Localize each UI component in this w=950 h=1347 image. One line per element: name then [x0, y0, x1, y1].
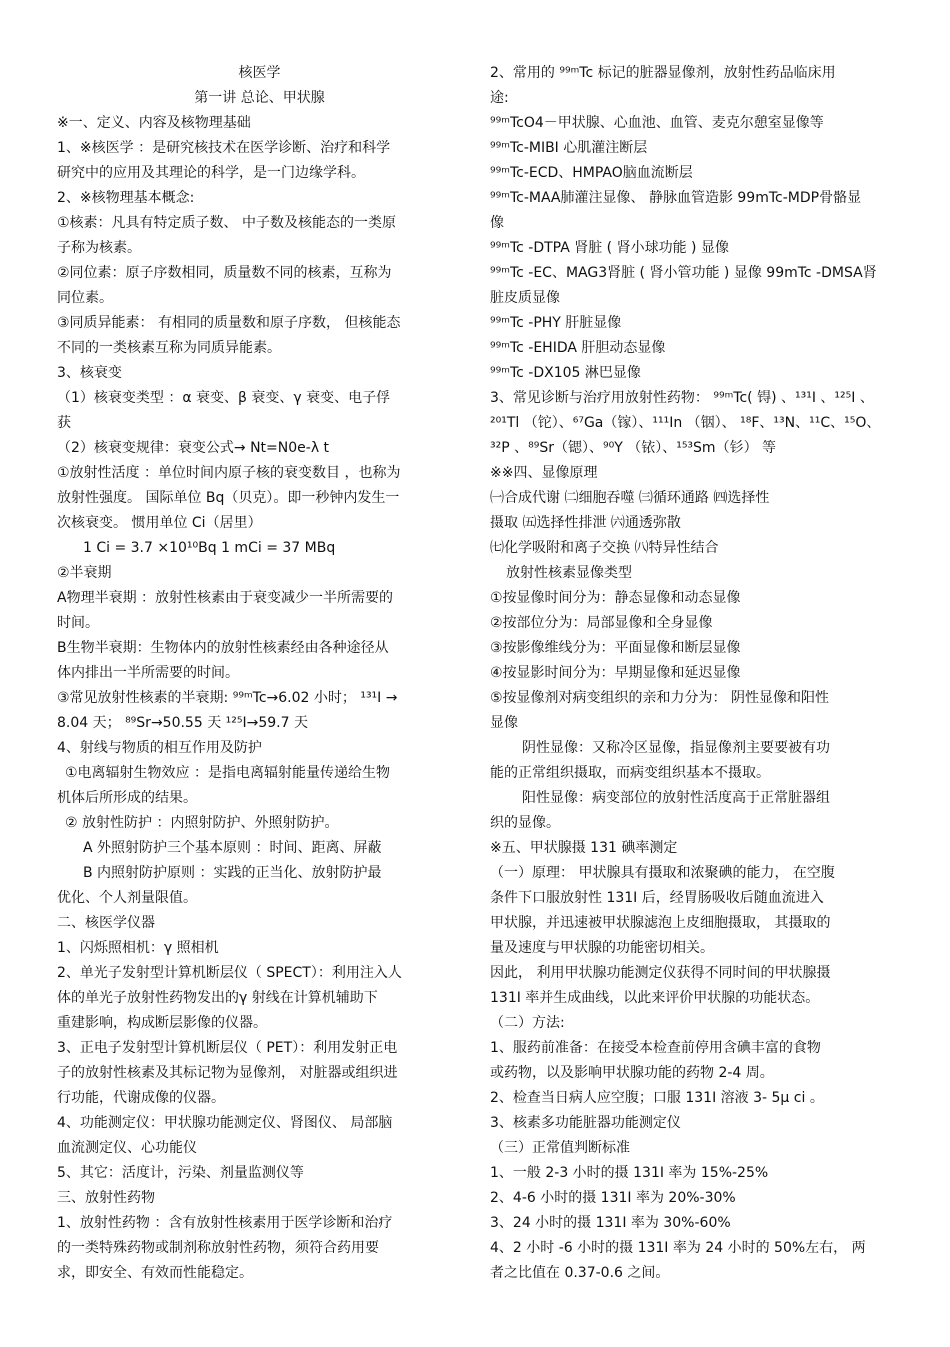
text-line: ※※四、显像原理: [490, 465, 598, 481]
text-line: ⁹⁹ᵐTc-MAA肺灌注显像、 静脉血管造影 99mTc-MDP骨骼显: [490, 190, 862, 206]
text-line: 时间。: [57, 615, 99, 631]
text-line: ⁹⁹ᵐTc-ECD、HMPAO脑血流断层: [490, 165, 693, 181]
text-line: A 外照射防护三个基本原则 ：时间、距离、屏蔽: [83, 840, 382, 856]
text-line: ⁹⁹ᵐTc -DTPA 肾脏 ( 肾小球功能 ) 显像: [490, 240, 729, 256]
text-line: 3、核素多功能脏器功能测定仪: [490, 1115, 681, 1131]
text-line: 优化、个人剂量限值。: [57, 890, 197, 906]
text-line: 3、正电子发射型计算机断层仪（ PET）：利用发射正电: [57, 1040, 398, 1056]
text-line: 显像: [490, 715, 518, 731]
text-line: ①按显像时间分为：静态显像和动态显像: [490, 590, 741, 606]
text-line: ㈦化学吸附和离子交换 ㈧特异性结合: [490, 540, 719, 556]
text-line: 1、服药前准备：在接受本检查前停用含碘丰富的食物: [490, 1040, 821, 1056]
text-line: （一）原理： 甲状腺具有摄取和浓聚碘的能力， 在空腹: [490, 865, 835, 881]
text-line: ※一、定义、内容及核物理基础: [57, 115, 251, 131]
text-line: 重建影响，构成断层影像的仪器。: [57, 1015, 267, 1031]
text-line: ⁹⁹ᵐTc -EC、MAG3肾脏 ( 肾小管功能 ) 显像 99mTc -DMSA肾: [490, 265, 877, 281]
text-line: ①电离辐射生物效应 ：是指电离辐射能量传递给生物: [65, 765, 390, 781]
text-line: A物理半衰期 ：放射性核素由于衰变减少一半所需要的: [57, 590, 394, 606]
text-line: 1 Ci = 3.7 ×10¹⁰Bq 1 mCi = 37 MBq: [83, 540, 336, 556]
text-line: 1、放射性药物 ：含有放射性核素用于医学诊断和治疗: [57, 1215, 393, 1231]
text-line: 像: [490, 215, 504, 231]
text-line: ※五、甲状腺摄 131 碘率测定: [490, 840, 678, 856]
text-line: 5、其它：活度计，污染、剂量监测仪等: [57, 1165, 304, 1181]
text-line: ③按影像维线分为：平面显像和断层显像: [490, 640, 741, 656]
text-line: 体的单光子放射性药物发出的γ 射线在计算机辅助下: [57, 990, 378, 1006]
text-line: 求，即安全、有效而性能稳定。: [57, 1265, 253, 1281]
text-line: 2、检查当日病人应空腹；口服 131I 溶液 3- 5μ ci 。: [490, 1090, 824, 1106]
text-line: 因此， 利用甲状腺功能测定仪获得不同时间的甲状腺摄: [490, 965, 831, 981]
text-line: 研究中的应用及其理论的科学，是一门边缘学科。: [57, 165, 365, 181]
text-line: 者之比值在 0.37-0.6 之间。: [490, 1265, 670, 1281]
right-column: [490, 61, 895, 1286]
text-line: ② 放射性防护 ：内照射防护、外照射防护。: [65, 815, 339, 831]
text-line: ①放射性活度 ：单位时间内原子核的衰变数目 ，也称为: [57, 465, 401, 481]
text-line: ⁹⁹ᵐTcO4－甲状腺、心血池、血管、麦克尔憩室显像等: [490, 115, 824, 131]
text-line: ⁹⁹ᵐTc-MIBI 心肌灌注断层: [490, 140, 648, 156]
text-line: 2、※核物理基本概念:: [57, 190, 195, 206]
text-line: 1、闪烁照相机：γ 照相机: [57, 940, 219, 956]
text-line: 次核衰变。 惯用单位 Ci（居里）: [57, 515, 262, 531]
text-line: 获: [57, 415, 71, 431]
text-line: 第一讲 总论、甲状腺: [194, 90, 325, 106]
text-line: 4、功能测定仪：甲状腺功能测定仪、肾图仪、 局部脑: [57, 1115, 393, 1131]
text-line: 的一类特殊药物或制剂称放射性药物，须符合药用要: [57, 1240, 379, 1256]
text-line: （三）正常值判断标准: [490, 1140, 630, 1156]
text-line: 条件下口服放射性 131I 后，经胃肠吸收后随血流进入: [490, 890, 824, 906]
text-line: ⁹⁹ᵐTc -DX105 淋巴显像: [490, 365, 641, 381]
text-line: 或药物，以及影响甲状腺功能的药物 2-4 周。: [490, 1065, 774, 1081]
text-line: 二、核医学仪器: [57, 915, 155, 931]
text-line: ④按显影时间分为：早期显像和延迟显像: [490, 665, 741, 681]
text-line: 131I 率并生成曲线，以此来评价甲状腺的功能状态。: [490, 990, 820, 1006]
text-line: （1）核衰变类型 ：α 衰变、β 衰变、γ 衰变、电子俘: [57, 390, 391, 406]
text-line: ②半衰期: [57, 565, 112, 581]
text-line: （二）方法:: [490, 1015, 565, 1031]
text-line: 行功能，代谢成像的仪器。: [57, 1090, 225, 1106]
text-line: ②同位素：原子序数相同，质量数不同的核素，互称为: [57, 265, 392, 281]
text-line: ①核素：凡具有特定质子数、 中子数及核能态的一类原: [57, 215, 396, 231]
text-line: 2、4-6 小时的摄 131I 率为 20%-30%: [490, 1190, 736, 1206]
text-line: ⁹⁹ᵐTc -PHY 肝脏显像: [490, 315, 622, 331]
text-line: 3、24 小时的摄 131I 率为 30%-60%: [490, 1215, 731, 1231]
left-column: [57, 61, 462, 1286]
text-line: 机体后所形成的结果。: [57, 790, 197, 806]
text-line: 放射性强度。 国际单位 Bq（贝克）。即一秒钟内发生一: [57, 490, 400, 506]
text-line: 血流测定仪、心功能仪: [57, 1140, 197, 1156]
text-line: ²⁰¹Tl （铊）、⁶⁷Ga（镓）、¹¹¹In （铟）、 ¹⁸F、¹³N、¹¹C、¹⁵O、: [490, 415, 881, 431]
text-line: 4、射线与物质的相互作用及防护: [57, 740, 262, 756]
text-line: 8.04 天； ⁸⁹Sr→50.55 天 ¹²⁵I→59.7 天: [57, 715, 308, 731]
text-line: ㈠合成代谢 ㈡细胞吞噬 ㈢循环通路 ㈣选择性: [490, 490, 770, 506]
text-line: ③同质异能素： 有相同的质量数和原子序数， 但核能态: [57, 315, 401, 331]
text-line: （2）核衰变规律：衰变公式→ Nt=N0e-λ t: [57, 440, 330, 456]
text-line: 途:: [490, 90, 509, 106]
text-line: 3、核衰变: [57, 365, 122, 381]
text-line: 子称为核素。: [57, 240, 141, 256]
text-line: 体内排出一半所需要的时间。: [57, 665, 239, 681]
text-line: 阳性显像：病变部位的放射性活度高于正常脏器组: [522, 790, 830, 806]
text-line: 织的显像。: [490, 815, 560, 831]
text-line: 放射性核素显像类型: [506, 565, 632, 581]
text-line: 三、放射性药物: [57, 1190, 155, 1206]
text-line: 2、单光子发射型计算机断层仪（ SPECT）：利用注入人: [57, 965, 402, 981]
text-line: ②按部位分为：局部显像和全身显像: [490, 615, 713, 631]
text-line: 3、常见诊断与治疗用放射性药物： ⁹⁹ᵐTc( 锝) 、¹³¹I 、¹²⁵I 、: [490, 390, 874, 406]
text-line: ⑤按显像剂对病变组织的亲和力分为： 阴性显像和阳性: [490, 690, 829, 706]
text-line: ③常见放射性核素的半衰期: ⁹⁹ᵐTc→6.02 小时； ¹³¹I →: [57, 690, 398, 706]
text-line: 1、一般 2-3 小时的摄 131I 率为 15%-25%: [490, 1165, 769, 1181]
text-line: 脏皮质显像: [490, 290, 560, 306]
text-line: 1、※核医学 ：是研究核技术在医学诊断、治疗和科学: [57, 140, 391, 156]
text-line: 甲状腺，并迅速被甲状腺滤泡上皮细胞摄取， 其摄取的: [490, 915, 831, 931]
text-line: 4、2 小时 -6 小时的摄 131I 率为 24 小时的 50%左右， 两: [490, 1240, 866, 1256]
text-line: 核医学: [238, 65, 281, 81]
text-line: 阴性显像：又称冷区显像，指显像剂主要要被有功: [522, 740, 830, 756]
text-line: 2、常用的 ⁹⁹ᵐTc 标记的脏器显像剂，放射性药品临床用: [490, 65, 836, 81]
text-line: ³²P 、⁸⁹Sr（锶）、⁹⁰Y （铱）、¹⁵³Sm（钐） 等: [490, 440, 777, 456]
text-line: 不同的一类核素互称为同质异能素。: [57, 340, 281, 356]
text-line: 同位素。: [57, 290, 113, 306]
text-line: 摄取 ㈤选择性排泄 ㈥通透弥散: [490, 515, 681, 531]
text-line: 量及速度与甲状腺的功能密切相关。: [490, 940, 714, 956]
text-line: 能的正常组织摄取，而病变组织基本不摄取。: [490, 765, 770, 781]
text-line: 子的放射性核素及其标记物为显像剂， 对脏器或组织进: [57, 1065, 398, 1081]
text-line: ⁹⁹ᵐTc -EHIDA 肝胆动态显像: [490, 340, 666, 356]
text-line: B 内照射防护原则 ：实践的正当化、放射防护最: [83, 865, 382, 881]
text-line: B生物半衰期：生物体内的放射性核素经由各种途径从: [57, 640, 389, 656]
